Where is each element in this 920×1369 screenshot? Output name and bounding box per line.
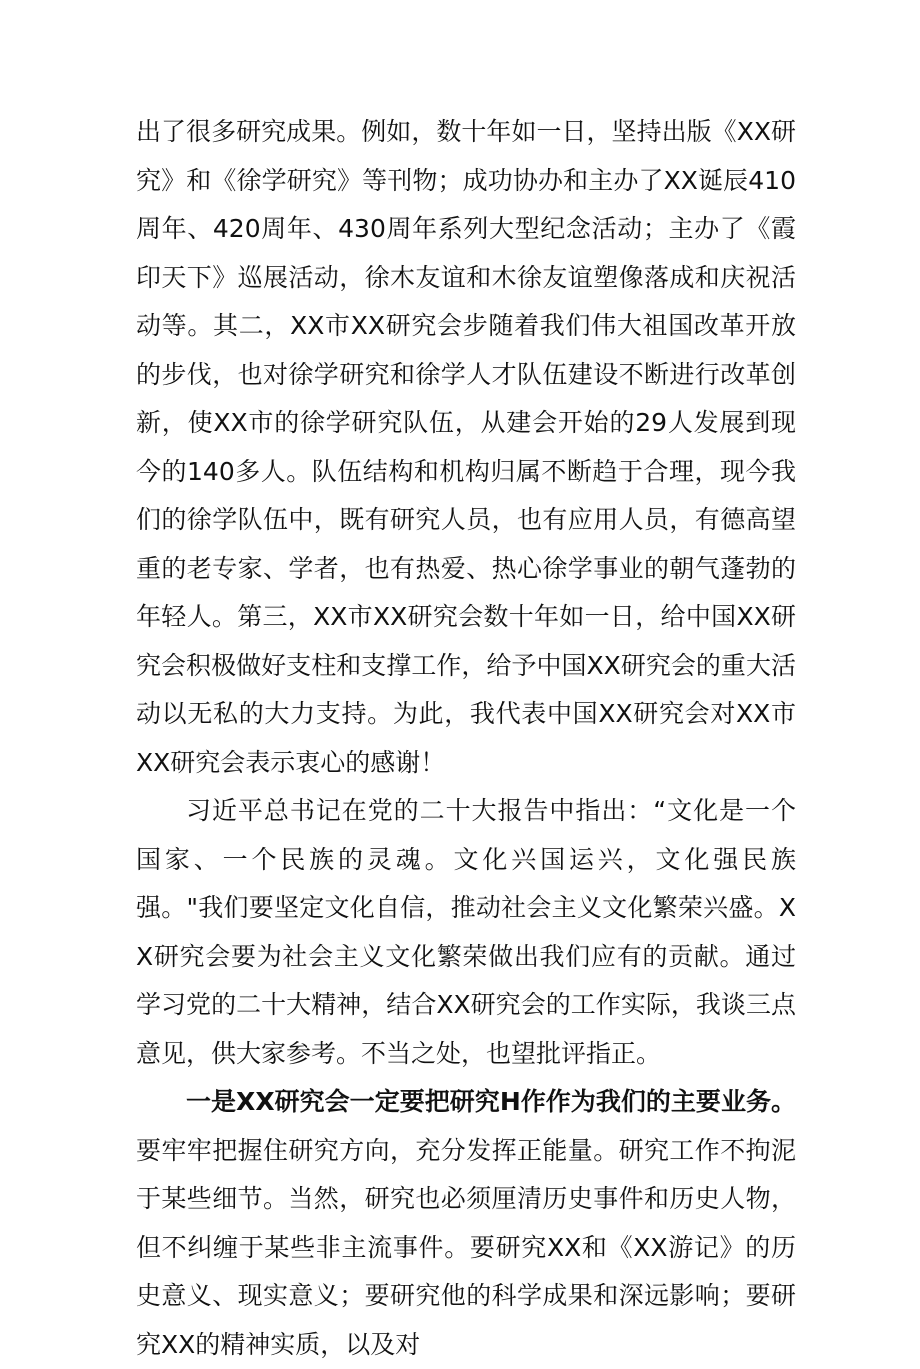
point-one-heading: 一是XX研究会一定要把研究H作作为我们的主要业务。 <box>186 1087 796 1116</box>
paragraph-report-quote: 习近平总书记在党的二十大报告中指出：“文化是一个国家、一个民族的灵魂。文化兴国运兴，文化强民族强。"我们要坚定文化自信，推动社会主义文化繁荣兴盛。XX研究会要为社会主义文化繁荣做出我们应有的贡献。通过学习党的二十大精神，结合XX研究会的工作实际，我谈三点意见，供大家参考。不当之处，也望批评指正。 <box>136 796 796 1068</box>
document-body <box>136 108 796 1369</box>
paragraph-point-one <box>136 1078 796 1369</box>
paragraph-continuation: 出了很多研究成果。例如，数十年如一日，坚持出版《XX研究》和《徐学研究》等刊物；成功协办和主办了XX诞辰410周年、420周年、430周年系列大型纪念活动；主办了《霞印天下》巡展活动，徐木友谊和木徐友谊塑像落成和庆祝活动等。其二，XX市XX研究会步随着我们伟大祖国改革开放的步伐，也对徐学研究和徐学人才队伍建设不断进行改革创新，使XX市的徐学研究队伍，从建会开始的29人发展到现今的140多人。队伍结构和机构归属不断趋于合理，现今我们的徐学队伍中，既有研究人员，也有应用人员，有德高望重的老专家、学者，也有热爱、热心徐学事业的朝气蓬勃的年轻人。第三，XX市XX研究会数十年如一日，给中国XX研究会积极做好支柱和支撑工作，给予中国XX研究会的重大活动以无私的大力支持。为此，我代表中国XX研究会对XX市XX研究会表示衷心的感谢！ <box>136 117 796 777</box>
point-one-text: 要牢牢把握住研究方向，充分发挥正能量。研究工作不拘泥于某些细节。当然，研究也必须厘清历史事件和历史人物，但不纠缠于某些非主流事件。要研究XX和《XX游记》的历史意义、现实意义；要研究他的科学成果和深远影响；要研究XX的精神实质，以及对 <box>136 1135 796 1359</box>
